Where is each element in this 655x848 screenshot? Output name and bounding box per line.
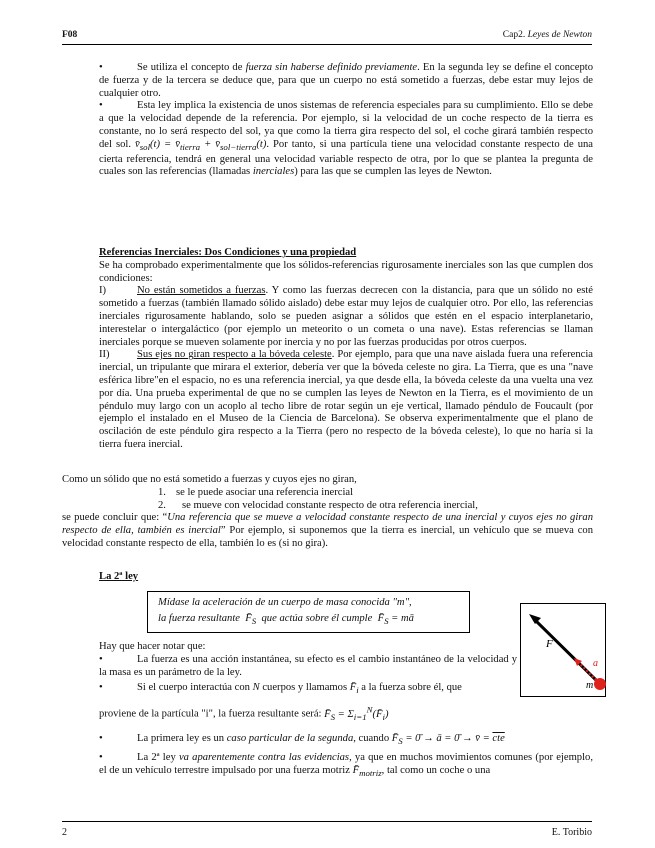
mass-label: m	[586, 680, 594, 691]
bullet-item: • La 2ª ley va aparentemente contra las evidencias, ya que en muchos movimientos comunes (por ejemplo, el de un vehículo terrestre impulsado por una fuerza motriz $F̄_{motriz}$, tal como un coche o una	[99, 751, 593, 778]
header-rule	[62, 44, 592, 45]
property-item: 1. se le puede asociar una referencia inercial	[158, 486, 354, 498]
section-inertial	[99, 247, 593, 452]
page-number: 2	[62, 827, 67, 838]
force-figure	[520, 603, 606, 697]
notes-block	[99, 641, 517, 724]
acceleration-label: a	[593, 658, 598, 669]
property-item: 2. se mueve con velocidad constante respecto de otra referencia inercial,	[158, 499, 478, 511]
header-right: Cap2. Leyes de Newton	[502, 30, 592, 40]
bullet-item: • Esta ley implica la existencia de unos sistemas de referencia especiales para su cumplimiento. Ello se debe a que la velocidad depende de la referencia. Por ejemplo, si la velocidad de un coche respecto de la tierra es constante, no lo será respecto del sol, ya que como la tierra gira respecto del sol, el coche girará también respecto del sol. $v̄_{sol}(t)$ = $v̄_{tierra}$ + $v̄_{sol-tierra}(t)$. Por tanto, si una partícula tiene una velocidad constante respecto de una cierta referencia, tendrá en general una velocidad variable respecto de otra, por lo que se plantea la pregunta de cuales son las referencias (llamadas inerciales) para las que se cumplen las leyes de Newton.	[99, 100, 593, 178]
condition-2: II) Sus ejes no giran respecto a la bóveda celeste. Por ejemplo, para que una nave aislada fuera una referencia inercial, un tripulante que mirara el exterior, debería ver que la bóveda celeste no gira. La Tierra, que es una "nave esférica libre"en el espacio, no es una referencia inercial, ya que desde ella, la bóveda celeste da una vuelta una vez por día. Una prueba experimental de que no se cumplen las leyes de Newton en la Tierra, es el movimiento de un péndulo muy largo con un acoplo al techo libre de rotar según un eje vertical, llamado péndulo de Foucault (por ejemplo el instalado en el Museo de la Ciencia de Barcelona). Se observa experimentalmente que el plano de oscilación de este péndulo gira respecto a la Tierra (pero no respecto de la bóveda celeste), lo que no haría si la tierra fuera inercial.	[99, 349, 593, 450]
section-2nd-law-title: La 2ª ley	[99, 571, 139, 582]
property-lead: Como un sólido que no está sometido a fuerzas y cuyos ejes no giran,	[62, 474, 357, 485]
bullet-item: • Se utiliza el concepto de fuerza sin haberse definido previamente. En la segunda ley se define el concepto de fuerza y de la tercera se deduce que, para que un cuerpo no está sometido a fuerzas, debe estar muy lejos de cualquier otro.	[99, 62, 593, 99]
bullet-item: • La fuerza es una acción instantánea, su efecto es el cambio instantáneo de la velocidad y la masa es un parámetro de la ley.	[99, 653, 517, 678]
header-left: F08	[62, 30, 78, 40]
mass-dot	[594, 678, 606, 690]
velocity-formula: $v̄_{sol}(t)$ = $v̄_{tierra}$ + $v̄_{sol-tierra}(t)$	[135, 138, 267, 152]
section-intro: Se ha comprobado experimentalmente que los sólidos-referencias rigurosamente inerciales son las que cumplen dos condiciones:	[99, 259, 593, 284]
footer-rule	[62, 821, 592, 822]
bullet-item: • Si el cuerpo interactúa con N cuerpos y llamamos $F̄_i$ a la fuerza sobre él, que	[99, 682, 462, 696]
bullet-item: • La primera ley es un caso particular de la segunda, cuando $F̄_S$ = 0̄ → ā = 0̄ → v̄ = $\overline{cte}$	[99, 733, 505, 747]
bullet-item-cont: proviene de la partícula "i", la fuerza resultante será: $F̄_S$ = $\Sigma_{i=1}^N(F̄_i)$	[99, 704, 389, 722]
force-label: F	[546, 638, 553, 650]
top-bullets	[99, 62, 593, 179]
law-box: Mídase la aceleración de un cuerpo de masa conocida "m", la fuerza resultante $F̄_S$ que actúa sobre él cumple $F̄_S$ = mā	[147, 591, 470, 633]
notes-lead: Hay que hacer notar que:	[99, 641, 206, 652]
notes-block-2	[99, 733, 593, 780]
property-conclusion: se puede concluir que: “Una referencia que se mueve a velocidad constante respecto de una inercial y cuyos ejes no giran respecto de ella, también es inercial” Por ejemplo, si suponemos que la tierra es inercial, un vehículo que se mueva con velocidad constante respecto de ella, también lo es (si no gira).	[62, 512, 593, 549]
property-block	[62, 474, 593, 551]
footer-author: E. Toribio	[551, 827, 592, 838]
section-title: Referencias Inerciales: Dos Condiciones y una propiedad	[99, 247, 357, 258]
condition-1: I) No están sometidos a fuerzas. Y como las fuerzas decrecen con la distancia, para que un sólido no esté sometido a fuerzas (también llamado sólido aislado) debe estar muy lejos de cualquier otro. Por ello, las referencias inerciales rigurosamente hablando, solo se pueden asignar a sólidos que estén en el espacio interplanetario, interestelar o intergaláctico (por ejemplo un meteorito o un cometa o una nave). Estas referencias se llaman inerciales porque se mueven solamente por inercia y no por las fuerzas producidas por otros cuerpos.	[99, 285, 593, 348]
